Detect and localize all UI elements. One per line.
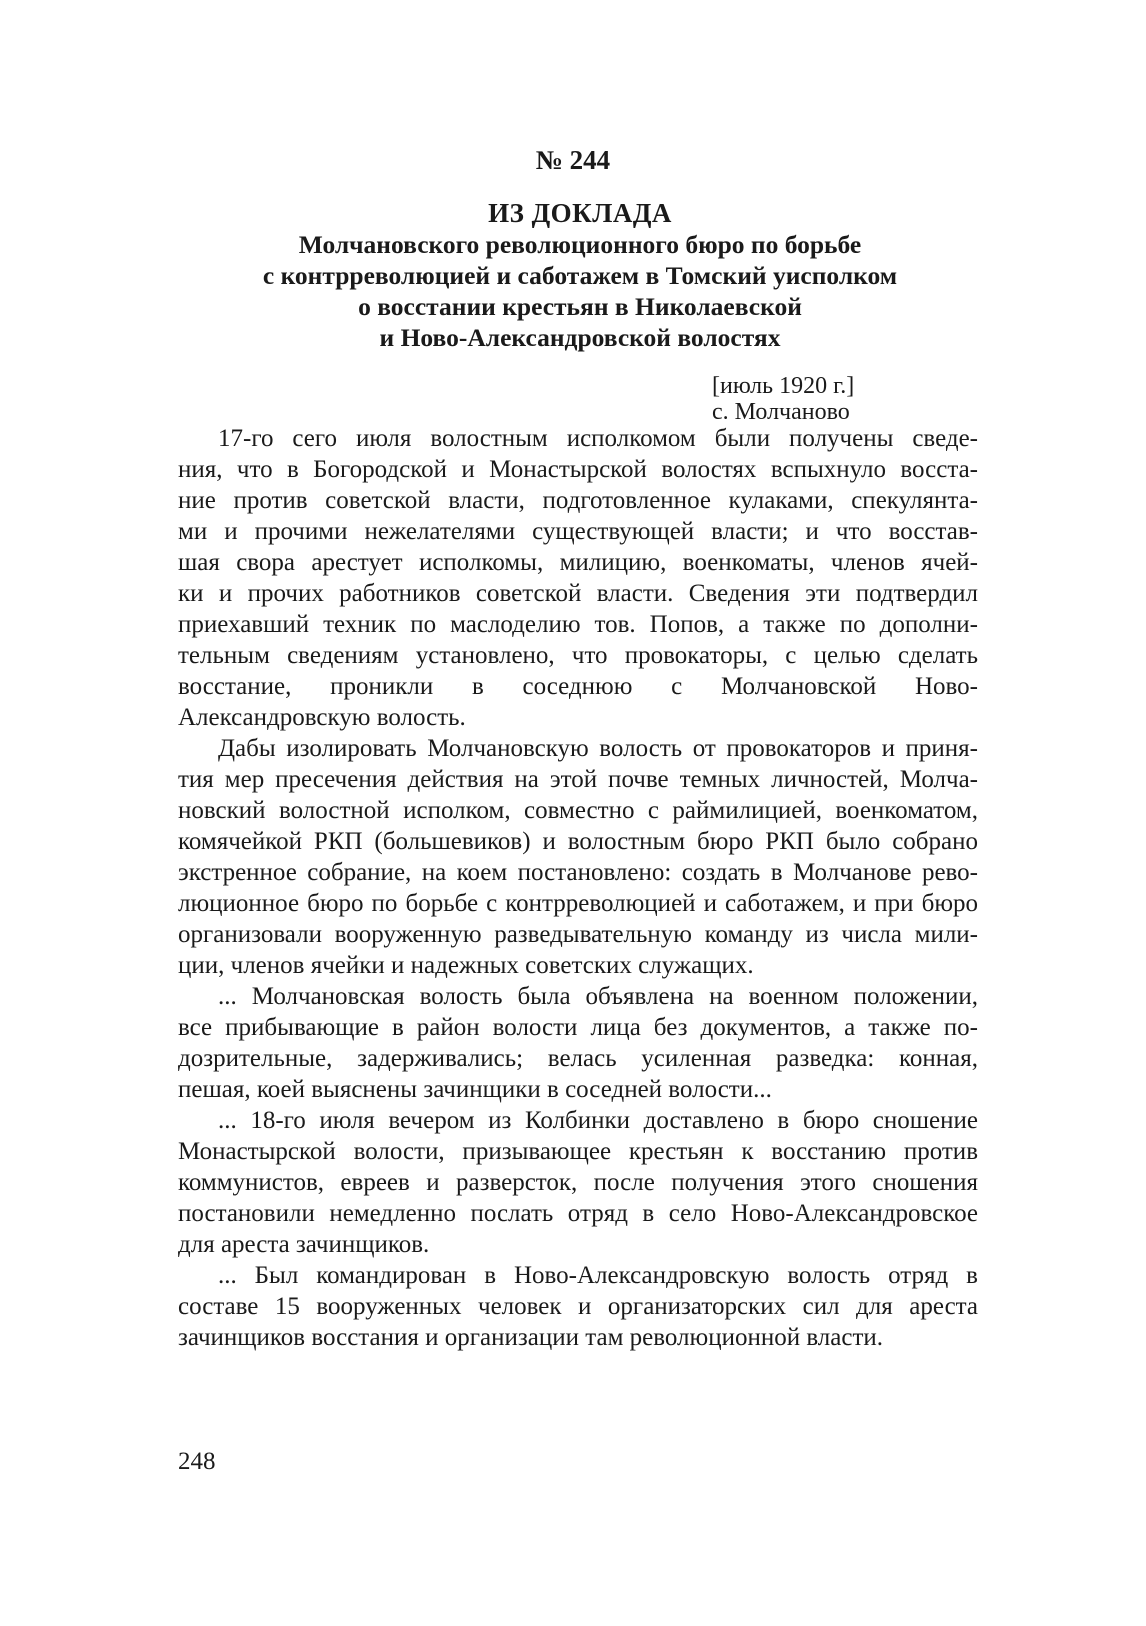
heading-line: Молчановского революционного бюро по борьбе: [298, 230, 862, 259]
text-line: экстренное собрание, на коем постановлено: создать в Молчанове рево-: [178, 859, 978, 886]
paragraph-5: [178, 1260, 978, 1353]
text-line: тия мер пресечения действия на этой почве темных личностей, Молча-: [178, 766, 978, 793]
text-line: комячейкой РКП (большевиков) и волостным бюро РКП было собрано: [178, 828, 978, 855]
dateline: [712, 373, 1012, 425]
text-line: организовали вооруженную разведывательную команду из числа мили-: [178, 921, 978, 948]
body-text: [178, 423, 978, 1353]
text-line: ки и прочих работников советской власти. Сведения эти подтвердил: [178, 580, 978, 607]
text-line: дозрительные, задерживались; велась усиленная разведка: конная,: [178, 1045, 978, 1072]
text-line: 17-го сего июля волостным исполкомом были получены сведе-: [218, 425, 978, 452]
document-number: № 244: [535, 145, 611, 175]
text-line: приехавший техник по маслоделию тов. Попов, а также по дополни-: [178, 611, 978, 638]
text-line: ния, что в Богородской и Монастырской волостях вспыхнуло восста-: [178, 456, 978, 483]
text-line: Монастырской волости, призывающее крестьян к восстанию против: [178, 1138, 978, 1165]
text-line: ... Молчановская волость была объявлена на военном положении,: [218, 983, 978, 1010]
text-line: постановили немедленно послать отряд в село Ново-Александровское: [178, 1200, 978, 1227]
text-line: Дабы изолировать Молчановскую волость от провокаторов и приня-: [218, 735, 978, 762]
text-line: составе 15 вооруженных человек и организаторских сил для ареста: [178, 1293, 978, 1320]
dateline-place: с. Молчаново: [712, 399, 850, 425]
heading-line: и Ново-Александровской волостях: [379, 323, 781, 352]
paragraph-3: [178, 981, 978, 1105]
heading-line: о восстании крестьян в Николаевской: [358, 292, 802, 321]
text-line: ние против советской власти, подготовленное кулаками, спекулянта-: [178, 487, 978, 514]
paragraph-2: [178, 733, 978, 981]
text-line: ... 18-го июля вечером из Колбинки доставлено в бюро сношение: [218, 1107, 978, 1134]
text-line: пешая, коей выяснены зачинщики в соседней волости...: [178, 1076, 772, 1103]
text-line: зачинщиков восстания и организации там революционной власти.: [178, 1324, 884, 1351]
text-line: тельным сведениям установлено, что провокаторы, с целью сделать: [178, 642, 978, 669]
text-line: Александровскую волость.: [178, 704, 466, 731]
page-number: 248: [178, 1448, 216, 1475]
dateline-date: [июль 1920 г.]: [712, 373, 855, 399]
paragraph-1: [178, 423, 978, 733]
text-line: шая свора арестует исполкомы, милицию, военкоматы, членов ячей-: [178, 549, 978, 576]
text-line: ции, членов ячейки и надежных советских служащих.: [178, 952, 754, 979]
paragraph-4: [178, 1105, 978, 1260]
text-line: восстание, проникли в соседнюю с Молчановской Ново-: [178, 673, 978, 700]
text-line: новский волостной исполком, совместно с раймилицией, военкоматом,: [178, 797, 978, 824]
text-line: ми и прочими нежелателями существующей власти; и что восстав-: [178, 518, 978, 545]
text-line: люционное бюро по борьбе с контрреволюцией и саботажем, и при бюро: [178, 890, 978, 917]
document-heading: [180, 197, 980, 353]
text-line: коммунистов, евреев и разверсток, после получения этого сношения: [178, 1169, 978, 1196]
heading-line: с контрреволюцией и саботажем в Томский уисполком: [262, 261, 898, 290]
text-line: ... Был командирован в Ново-Александровскую волость отряд в: [218, 1262, 978, 1289]
text-line: все прибывающие в район волости лица без документов, а также по-: [178, 1014, 978, 1041]
text-line: для ареста зачинщиков.: [178, 1231, 430, 1258]
heading-title: ИЗ ДОКЛАДА: [488, 198, 672, 228]
